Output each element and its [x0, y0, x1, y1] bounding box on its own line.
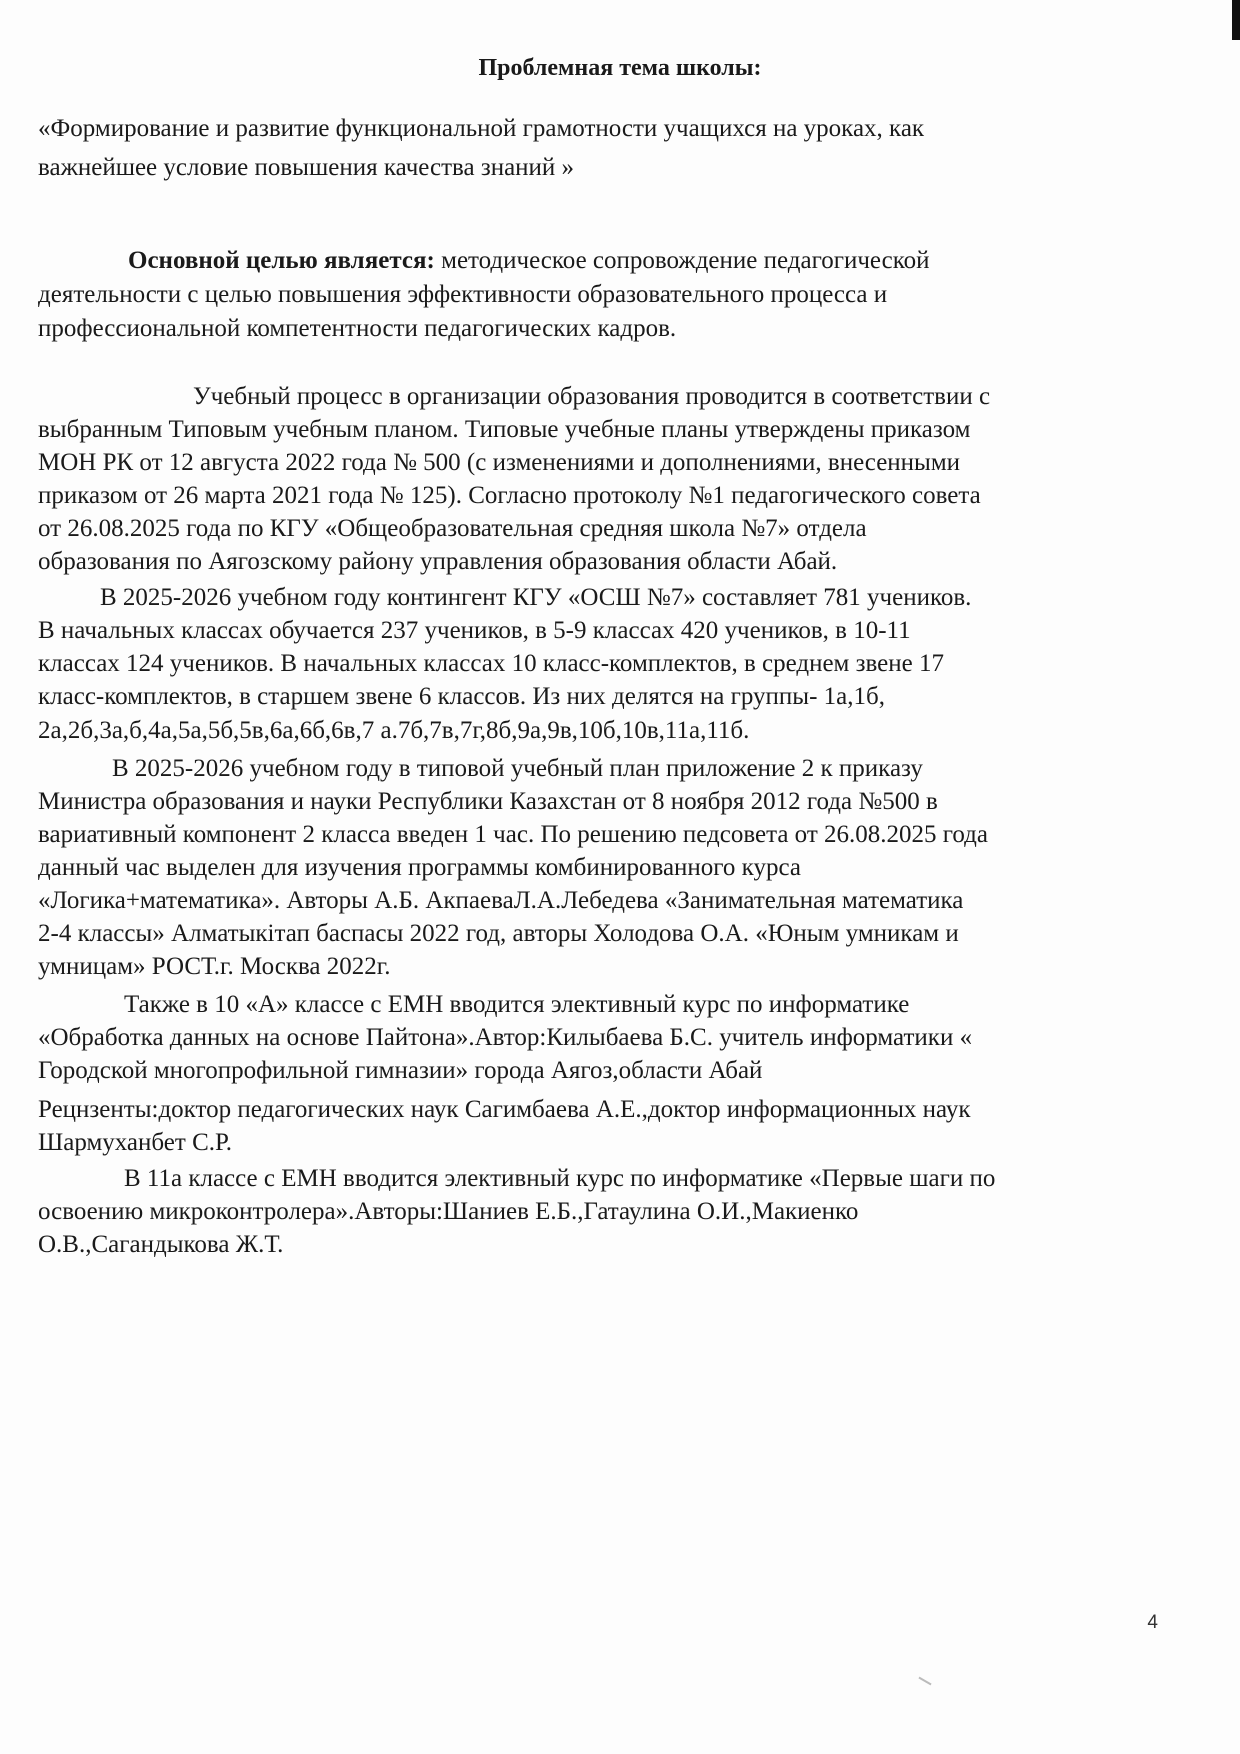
goal-line-3: профессиональной компетентности педагогических кадров.	[38, 315, 677, 342]
goal-line-1	[128, 245, 929, 277]
goal-text-start: методическое сопровождение педагогической	[434, 247, 930, 274]
contingent-line-2: В начальных классах обучается 237 учеников, в 5-9 классах 420 учеников, в 10-11	[38, 617, 911, 644]
contingent-line-3: классах 124 учеников. В начальных классах 10 класс-комплектов, в среднем звене 17	[38, 650, 944, 677]
scan-speck	[918, 1677, 931, 1686]
elective10-line-3: Городской многопрофильной гимназии» города Аягоз,области Абай	[38, 1057, 763, 1084]
elective11-line-3: О.В.,Сагандыкова Ж.Т.	[38, 1231, 284, 1258]
plan-line-1: В 2025-2026 учебном году в типовой учебный план приложение 2 к приказу	[112, 755, 923, 782]
contingent-line-4: класс-комплектов, в старшем звене 6 классов. Из них делятся на группы- 1а,1б,	[38, 683, 885, 710]
plan-line-4: данный час выделен для изучения программы комбинированного курса	[38, 854, 801, 881]
goal-label: Основной целью является:	[128, 247, 435, 274]
goal-line-2: деятельности с целью повышения эффективности образовательного процесса и	[38, 281, 888, 308]
process-line-6: образования по Аягозскому району управления образования области Абай.	[38, 548, 838, 575]
contingent-line-5: 2а,2б,3а,б,4а,5а,5б,5в,6а,6б,6в,7 а.7б,7в,7г,8б,9а,9в,10б,10в,11а,11б.	[38, 717, 750, 744]
elective10-line-4: Рецнзенты:доктор педагогических наук Сагимбаева А.Е.,доктор информационных наук	[38, 1096, 971, 1123]
process-line-1: Учебный процесс в организации образования проводится в соответствии с	[193, 383, 991, 410]
scan-edge-mark	[1232, 0, 1240, 40]
plan-line-5: «Логика+математика». Авторы А.Б. АкпаеваЛ.А.Лебедева «Занимательная математика	[38, 887, 964, 914]
elective10-line-2: «Обработка данных на основе Пайтона».Автор:Килыбаева Б.С. учитель информатики «	[38, 1024, 973, 1051]
process-line-3: МОН РК от 12 августа 2022 года № 500 (с изменениями и дополнениями, внесенными	[38, 449, 961, 476]
theme-line-2: важнейшее условие повышения качества знаний »	[38, 154, 575, 181]
plan-line-3: вариативный компонент 2 класса введен 1 час. По решению педсовета от 26.08.2025 года	[38, 821, 988, 848]
process-line-4: приказом от 26 марта 2021 года № 125). Согласно протоколу №1 педагогического совета	[38, 482, 981, 509]
contingent-line-1: В 2025-2026 учебном году контингент КГУ «ОСШ №7» составляет 781 учеников.	[100, 584, 972, 611]
plan-line-7: умницам» РОСТ.г. Москва 2022г.	[38, 953, 391, 980]
page-number: 4	[1147, 1612, 1158, 1633]
elective11-line-2: освоению микроконтролера».Авторы:Шаниев Е.Б.,Гатаулина О.И.,Макиенко	[38, 1198, 859, 1225]
theme-line-1: «Формирование и развитие функциональной грамотности учащихся на уроках, как	[38, 115, 925, 142]
elective10-line-1: Также в 10 «А» классе с ЕМН вводится элективный курс по информатике	[124, 991, 910, 1018]
plan-line-6: 2-4 классы» Алматыкітап баспасы 2022 год, авторы Холодова О.А. «Юным умникам и	[38, 920, 959, 947]
elective10-line-5: Шармуханбет С.Р.	[38, 1129, 233, 1156]
process-line-2: выбранным Типовым учебным планом. Типовые учебные планы утверждены приказом	[38, 416, 971, 443]
plan-line-2: Министра образования и науки Республики Казахстан от 8 ноября 2012 года №500 в	[38, 788, 938, 815]
page-title: Проблемная тема школы:	[478, 55, 762, 81]
process-line-5: от 26.08.2025 года по КГУ «Общеобразовательная средняя школа №7» отдела	[38, 515, 867, 542]
elective11-line-1: В 11а классе с ЕМН вводится элективный курс по информатике «Первые шаги по	[124, 1165, 996, 1192]
